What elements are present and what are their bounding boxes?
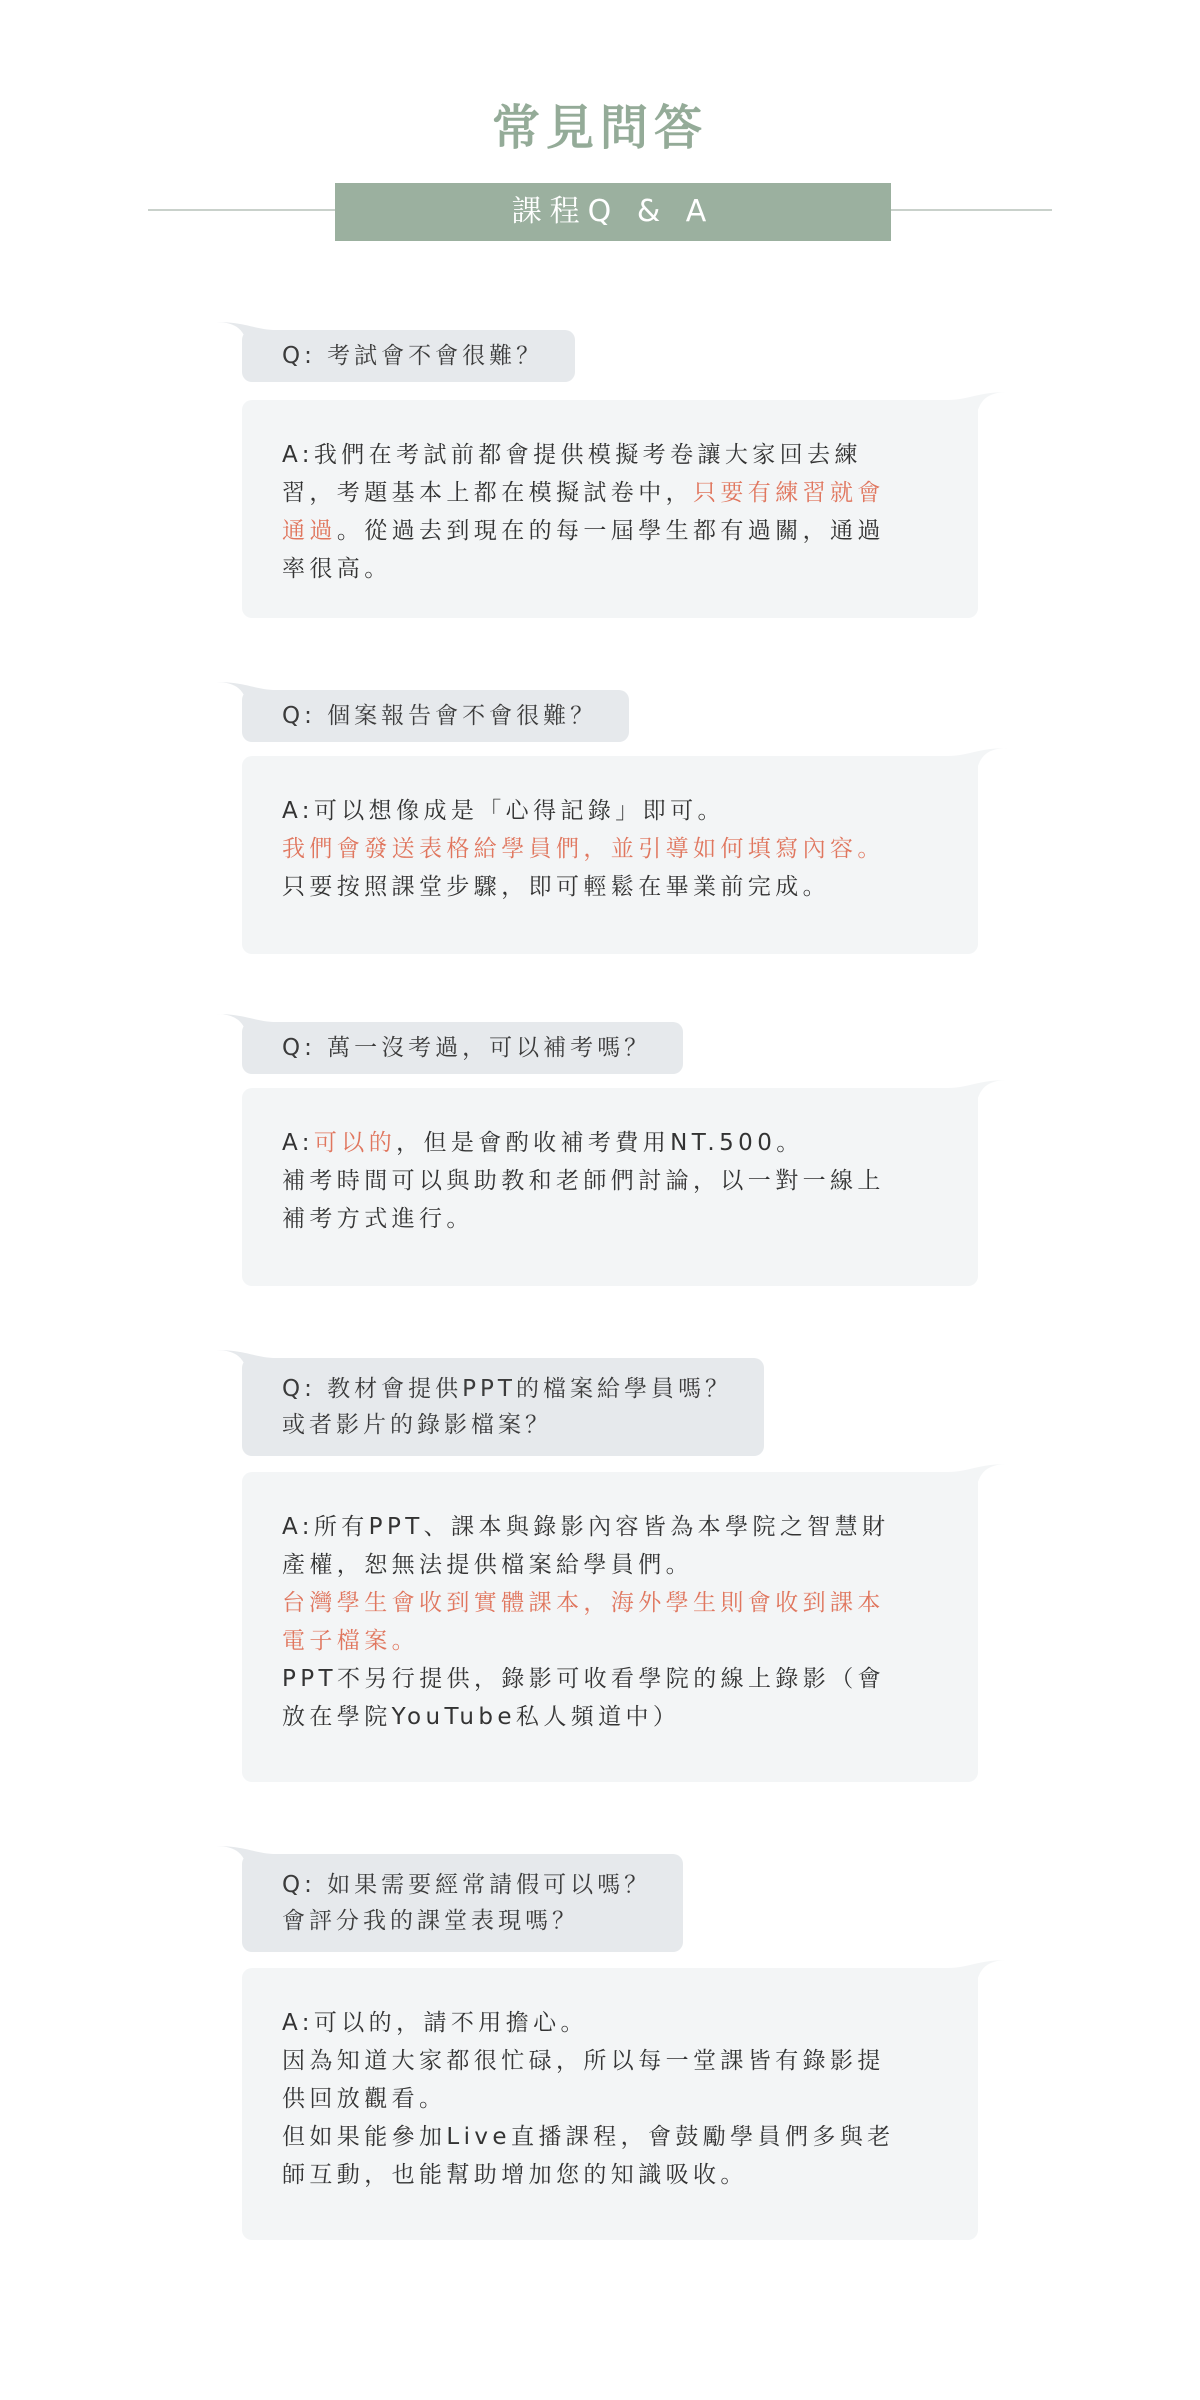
answer-line: 產權，恕無法提供檔案給學員們。 xyxy=(282,1552,693,1578)
answer-line: 放在學院YouTube私人頻道中） xyxy=(282,1704,681,1730)
question-text: Q: 如果需要經常請假可以嗎？ xyxy=(282,1872,652,1898)
question-text: Q: 考試會不會很難？ xyxy=(282,343,544,369)
answer-line: A:可以的，請不用擔心。 xyxy=(282,2010,588,2036)
question-bubble xyxy=(242,1358,764,1456)
answer-line: 供回放觀看。 xyxy=(282,2086,447,2112)
answer-bubble xyxy=(242,1968,978,2240)
highlight-text: 通過 xyxy=(282,518,337,544)
answer-line: 因為知道大家都很忙碌，所以每一堂課皆有錄影提 xyxy=(282,2048,885,2074)
answer-line: 率很高。 xyxy=(282,556,392,582)
question-text: Q: 個案報告會不會很難？ xyxy=(282,703,598,729)
question-text: 會評分我的課堂表現嗎？ xyxy=(282,1908,579,1934)
subtitle-banner: 課程Q & A xyxy=(335,183,891,241)
highlight-text: 只要有練習就會 xyxy=(693,480,885,506)
answer-bubble xyxy=(242,756,978,954)
question-text: Q: 教材會提供PPT的檔案給學員嗎？ xyxy=(282,1376,732,1402)
answer-line: PPT不另行提供，錄影可收看學院的線上錄影（會 xyxy=(282,1666,885,1692)
answer-bubble xyxy=(242,400,978,618)
question-bubble xyxy=(242,1022,683,1074)
answer-line: 師互動，也能幫助增加您的知識吸收。 xyxy=(282,2162,748,2188)
answer-line: A:我們在考試前都會提供模擬考卷讓大家回去練 xyxy=(282,442,862,468)
highlight-text: 我們會發送表格給學員們，並引導如何填寫內容。 xyxy=(282,836,885,862)
answer-line: 但如果能參加Live直播課程，會鼓勵學員們多與老 xyxy=(282,2124,895,2150)
highlight-text: 台灣學生會收到實體課本，海外學生則會收到課本 xyxy=(282,1590,885,1616)
answer-line: 只要按照課堂步驟，即可輕鬆在畢業前完成。 xyxy=(282,874,830,900)
question-text: Q: 萬一沒考過，可以補考嗎？ xyxy=(282,1035,652,1061)
answer-line: A:可以的，但是會酌收補考費用NT.500。 xyxy=(282,1130,804,1156)
answer-line: 補考方式進行。 xyxy=(282,1206,474,1232)
question-bubble xyxy=(242,330,575,382)
answer-line: 習，考題基本上都在模擬試卷中，只要有練習就會 xyxy=(282,480,885,506)
answer-line: 通過。從過去到現在的每一屆學生都有過關，通過 xyxy=(282,518,885,544)
answer-line: A:可以想像成是「心得記錄」即可。 xyxy=(282,798,725,824)
page-header xyxy=(0,0,1200,260)
answer-line: 補考時間可以與助教和老師們討論，以一對一線上 xyxy=(282,1168,885,1194)
answer-line: A:所有PPT、課本與錄影內容皆為本學院之智慧財 xyxy=(282,1514,890,1540)
question-bubble xyxy=(242,1854,683,1952)
highlight-text: 可以的 xyxy=(313,1130,397,1156)
page-title: 常見問答 xyxy=(491,100,708,156)
question-bubble xyxy=(242,690,629,742)
answer-bubble xyxy=(242,1088,978,1286)
highlight-text: 電子檔案。 xyxy=(282,1628,419,1654)
question-text: 或者影片的錄影檔案？ xyxy=(282,1412,552,1438)
answer-bubble xyxy=(242,1472,978,1782)
